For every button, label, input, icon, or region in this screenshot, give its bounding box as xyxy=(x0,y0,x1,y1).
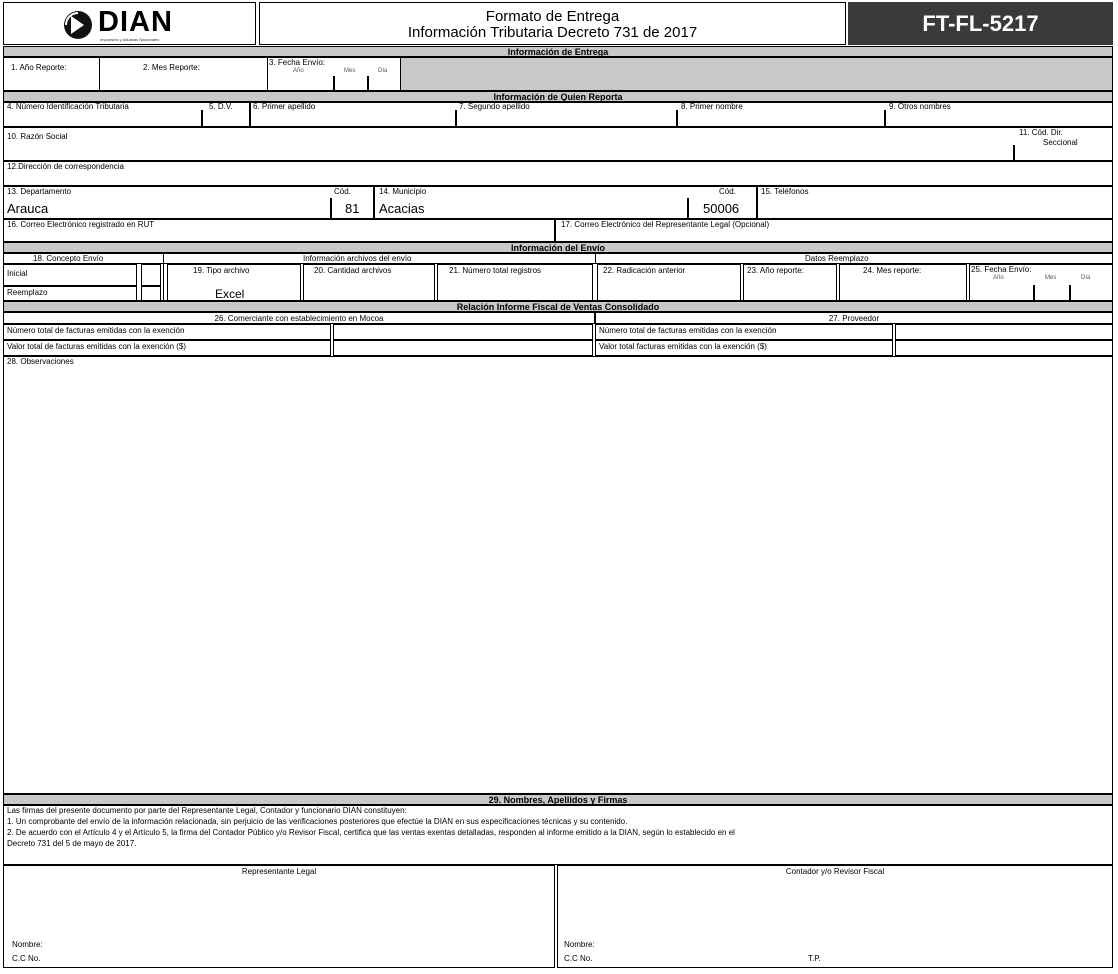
mes-reporte-label: 2. Mes Reporte: xyxy=(143,63,200,72)
tipo-archivo-value: Excel xyxy=(215,287,245,301)
radicacion-label: 22. Radicación anterior xyxy=(603,266,686,275)
departamento-cod-value: 81 xyxy=(345,201,360,216)
dv-label: 5. D.V. xyxy=(209,102,233,111)
firmas-item2b: Decreto 731 del 5 de mayo de 2017. xyxy=(7,839,137,848)
form-code: FT-FL-5217 xyxy=(848,2,1113,45)
departamento-value: Arauca xyxy=(7,201,49,216)
fecha-sep-1 xyxy=(333,76,335,91)
num-facturas-label: Número total de facturas emitidas con la exención xyxy=(7,326,185,335)
razon-social-row xyxy=(3,127,1113,161)
direccion-label: 12.Dirección de correspondencia xyxy=(7,162,124,171)
mun-sep xyxy=(687,198,689,219)
primer-apellido-label: 6. Primer apellido xyxy=(253,102,316,111)
correo-rut-label: 16. Correo Electrónico registrado en RUT xyxy=(7,220,155,229)
section-reporta: Información de Quien Reporta xyxy=(3,91,1113,102)
representante-box xyxy=(3,865,555,968)
telefonos-label: 15. Teléfonos xyxy=(761,187,809,196)
observaciones-label: 28. Observaciones xyxy=(7,357,74,366)
section-relacion: Relación Informe Fiscal de Ventas Consolidado xyxy=(3,301,1113,312)
dep-sep xyxy=(330,198,332,219)
reemplazo-header: Datos Reemplazo xyxy=(805,254,869,263)
comerciante-header-cell xyxy=(3,312,595,324)
razon-social-label: 10. Razón Social xyxy=(7,132,68,141)
municipio-value: Acacias xyxy=(379,201,425,216)
inicial-checkbox[interactable] xyxy=(141,264,161,286)
form-title-line1: Formato de Entrega xyxy=(485,8,620,25)
fecha-envio-rem-label: 25. Fecha Envío: xyxy=(971,265,1032,274)
valor-facturas-prov-label: Valor total facturas emitidas con la exención ($) xyxy=(599,342,767,351)
telefonos-sep xyxy=(756,186,758,219)
municipio-sep xyxy=(373,186,375,219)
ano-reporte-rem-label: 23. Año reporte: xyxy=(747,266,804,275)
numero-registros-label: 21. Número total registros xyxy=(449,266,542,275)
ano-reporte-label: 1. Año Reporte: xyxy=(11,63,67,72)
inicial-label: Inicial xyxy=(7,269,28,278)
nombre-sep xyxy=(884,110,886,127)
form-title-line2: Información Tributaria Decreto 731 de 2017 xyxy=(407,24,698,41)
comerciante-header: 26. Comerciante con establecimiento en Mocoa xyxy=(214,314,384,323)
reemplazo-checkbox[interactable] xyxy=(141,286,161,301)
archivos-header: Información archivos del envío xyxy=(303,254,412,263)
proveedor-header-cell xyxy=(595,312,1113,324)
direccion-row xyxy=(3,161,1113,186)
contador-label: Contador y/o Revisor Fiscal xyxy=(785,867,885,876)
concepto-envio-label: 18. Concepto Envío xyxy=(33,254,104,263)
fecha-ano-sub: Año xyxy=(293,68,304,74)
municipio-cod-value: 50006 xyxy=(703,201,740,216)
correo-rep-label: 17. Correo Electrónico del Representante Legal (Opcional) xyxy=(561,220,770,229)
proveedor-header: 27. Proveedor xyxy=(828,314,880,323)
correo-sep xyxy=(554,219,556,242)
departamento-cod-label: Cód. xyxy=(334,187,351,196)
firmas-item1: 1. Un comprobante del envío de la información relacionada, sin perjuicio de las verificaciones posteriores que efectúe la DIAN en sus especificaciones técnicas y su contenido. xyxy=(7,817,628,826)
contador-box xyxy=(557,865,1113,968)
section-envio: Información del Envío xyxy=(3,242,1113,253)
cantidad-archivos-label: 20. Cantidad archivos xyxy=(314,266,392,275)
valor-facturas-label: Valor total de facturas emitidas con la exención ($) xyxy=(7,342,187,351)
logo-box xyxy=(3,2,256,45)
ubicacion-row xyxy=(3,186,1113,219)
cod-dir-sep xyxy=(1013,145,1015,161)
cod-dir-label-2: Seccional xyxy=(1043,138,1078,147)
entrega-shaded-area xyxy=(401,58,1112,90)
fecha-rem-sep-2 xyxy=(1069,285,1071,301)
form-page xyxy=(3,2,1113,968)
representante-nombre-label: Nombre: xyxy=(12,940,43,949)
dian-emblem-icon xyxy=(62,10,94,40)
mes-reporte-rem-label: 24. Mes reporte: xyxy=(863,266,922,275)
num-facturas-prov-value[interactable] xyxy=(895,324,1113,340)
contador-cc-label: C.C No. xyxy=(564,954,593,963)
firmas-item2a: 2. De acuerdo con el Artículo 4 y el Artículo 5, la firma del Contador Público y/o Revisor Fiscal, certifica que las ventas exentas detalladas, responden al informe emitido a la DIAN, según lo establecido en el xyxy=(7,828,735,837)
apellido2-sep xyxy=(676,110,678,127)
valor-facturas-value[interactable] xyxy=(333,340,593,356)
cod-dir-label-1: 11. Cód. Dir. xyxy=(1019,128,1063,137)
dian-logo-text: DIAN xyxy=(98,6,173,38)
dv-sep xyxy=(249,102,251,127)
municipio-cod-label: Cód. xyxy=(719,187,736,196)
departamento-label: 13. Departamento xyxy=(7,187,72,196)
valor-facturas-prov-value[interactable] xyxy=(895,340,1113,356)
fecha-rem-mes: Mes xyxy=(1045,275,1057,281)
num-facturas-prov-label: Número total de facturas emitidas con la exención xyxy=(599,326,777,335)
fecha-rem-sep-1 xyxy=(1033,285,1035,301)
representante-label: Representante Legal xyxy=(241,867,317,876)
nit-sep xyxy=(201,110,203,127)
contador-tp-label: T.P. xyxy=(808,954,821,963)
fecha-rem-dia: Día xyxy=(1081,275,1091,281)
firmas-intro: Las firmas del presente documento por parte del Representante Legal, Contador y funcionario DIAN constituyen: xyxy=(7,806,407,815)
reemplazo-label: Reemplazo xyxy=(7,288,48,297)
apellido-sep xyxy=(455,110,457,127)
primer-nombre-label: 8. Primer nombre xyxy=(681,102,743,111)
observaciones-area[interactable] xyxy=(3,356,1113,794)
contador-nombre-label: Nombre: xyxy=(564,940,595,949)
fecha-mes-sub: Mes xyxy=(344,68,356,74)
fecha-rem-ano: Año xyxy=(993,275,1004,281)
correo-row xyxy=(3,219,1113,242)
section-entrega: Información de Entrega xyxy=(3,46,1113,57)
fecha-dia-sub: Día xyxy=(378,68,388,74)
section-firmas: 29. Nombres, Apellidos y Firmas xyxy=(3,794,1113,805)
num-facturas-value[interactable] xyxy=(333,324,593,340)
otros-nombres-label: 9. Otros nombres xyxy=(889,102,951,111)
tipo-archivo-label: 19. Tipo archivo xyxy=(193,266,250,275)
segundo-apellido-label: 7. Segundo apellido xyxy=(459,102,530,111)
fecha-sep-2 xyxy=(367,76,369,91)
title-box xyxy=(259,2,846,45)
fecha-envio-label: 3. Fecha Envío: xyxy=(269,58,326,67)
nit-label: 4. Número Identificación Tributaria xyxy=(7,102,129,111)
dian-logo-tagline: Impuestos y Aduanas Nacionales xyxy=(100,37,160,42)
municipio-label: 14. Municipio xyxy=(379,187,427,196)
representante-cc-label: C.C No. xyxy=(12,954,41,963)
